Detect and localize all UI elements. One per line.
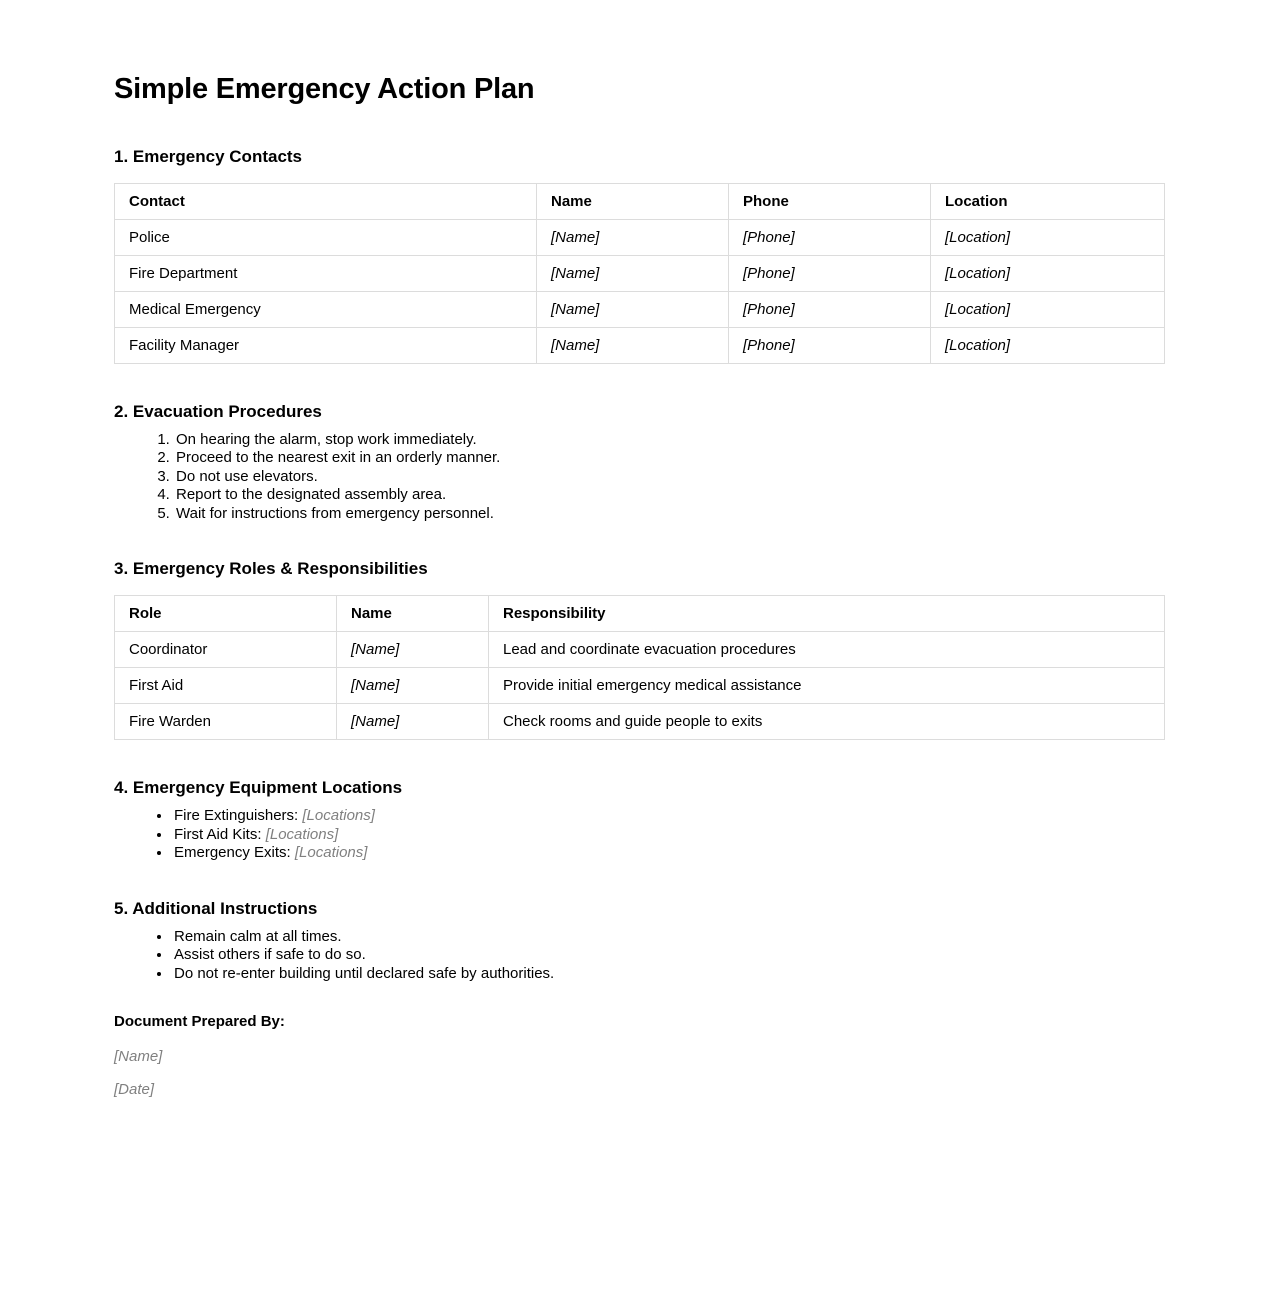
equipment-value[interactable]: [Locations] [265, 825, 339, 843]
equipment-label: Fire Extinguishers: [174, 807, 299, 825]
list-item: • Remain calm at all times. [172, 928, 1164, 947]
table-header-row [115, 596, 1165, 632]
spacer [114, 798, 1164, 807]
section-heading-equipment-locations: 4. Emergency Equipment Locations [114, 778, 403, 798]
cell-role: Coordinator [115, 632, 337, 668]
cell-name[interactable]: [Name] [337, 632, 489, 668]
equipment-label: Emergency Exits: [174, 844, 291, 862]
table-row [115, 704, 1165, 740]
prepared-by-name[interactable]: [Name] [114, 1048, 163, 1066]
evacuation-steps-list [114, 431, 1164, 524]
spacer [114, 983, 1164, 1013]
equipment-locations-list [114, 807, 1164, 863]
cell-role: First Aid [115, 668, 337, 704]
column-header-role: Role [115, 596, 337, 632]
cell-location[interactable]: [Location] [931, 255, 1165, 291]
cell-responsibility: Provide initial emergency medical assistance [489, 668, 1165, 704]
table-row [115, 632, 1165, 668]
list-item [172, 826, 1164, 845]
column-header-contact: Contact [115, 183, 537, 219]
column-header-location: Location [931, 183, 1165, 219]
cell-contact: Medical Emergency [115, 291, 537, 327]
list-item [172, 807, 1164, 826]
page-title: Simple Emergency Action Plan [114, 73, 535, 105]
cell-contact: Police [115, 219, 537, 255]
prepared-by-label: Document Prepared By: [114, 1013, 285, 1031]
spacer [114, 1065, 1164, 1081]
spacer [114, 1030, 1164, 1048]
cell-location[interactable]: [Location] [931, 327, 1165, 363]
list-item: 1. On hearing the alarm, stop work immediately. [174, 431, 1164, 450]
cell-phone[interactable]: [Phone] [729, 255, 931, 291]
table-row [115, 255, 1165, 291]
table-row [115, 327, 1165, 363]
equipment-value[interactable]: [Locations] [302, 807, 375, 825]
cell-name[interactable]: [Name] [337, 668, 489, 704]
column-header-name: Name [337, 596, 489, 632]
equipment-value[interactable]: [Locations] [294, 844, 368, 862]
cell-responsibility: Lead and coordinate evacuation procedures [489, 632, 1165, 668]
column-header-name: Name [537, 183, 729, 219]
list-item: • Assist others if safe to do so. [172, 946, 1164, 965]
list-item: 5. Wait for instructions from emergency personnel. [174, 505, 1164, 524]
spacer [114, 863, 1164, 899]
cell-name[interactable]: [Name] [337, 704, 489, 740]
list-item [172, 844, 1164, 863]
prepared-by-date[interactable]: [Date] [114, 1081, 155, 1099]
section-heading-emergency-roles: 3. Emergency Roles & Responsibilities [114, 559, 428, 579]
column-header-responsibility: Responsibility [489, 596, 1165, 632]
cell-name[interactable]: [Name] [537, 255, 729, 291]
spacer [114, 167, 1164, 183]
table-row [115, 219, 1165, 255]
cell-phone[interactable]: [Phone] [729, 327, 931, 363]
list-item: 3. Do not use elevators. [174, 468, 1164, 487]
cell-role: Fire Warden [115, 704, 337, 740]
spacer [114, 523, 1164, 559]
emergency-contacts-table [114, 183, 1165, 364]
section-heading-emergency-contacts: 1. Emergency Contacts [114, 146, 303, 166]
spacer [114, 422, 1164, 431]
table-row [115, 291, 1165, 327]
spacer [114, 364, 1164, 402]
list-item: 2. Proceed to the nearest exit in an orderly manner. [174, 449, 1164, 468]
cell-phone[interactable]: [Phone] [729, 219, 931, 255]
cell-contact: Facility Manager [115, 327, 537, 363]
section-heading-evacuation-procedures: 2. Evacuation Procedures [114, 401, 322, 421]
cell-contact: Fire Department [115, 255, 537, 291]
cell-name[interactable]: [Name] [537, 327, 729, 363]
cell-phone[interactable]: [Phone] [729, 291, 931, 327]
column-header-phone: Phone [729, 183, 931, 219]
list-item: • Do not re-enter building until declared safe by authorities. [172, 965, 1164, 984]
cell-location[interactable]: [Location] [931, 291, 1165, 327]
cell-location[interactable]: [Location] [931, 219, 1165, 255]
table-row [115, 668, 1165, 704]
cell-name[interactable]: [Name] [537, 291, 729, 327]
spacer [114, 919, 1164, 928]
cell-responsibility: Check rooms and guide people to exits [489, 704, 1165, 740]
equipment-label: First Aid Kits: [174, 825, 262, 843]
additional-instructions-list [114, 928, 1164, 984]
spacer [114, 107, 1164, 147]
section-heading-additional-instructions: 5. Additional Instructions [114, 898, 318, 918]
table-header-row [115, 183, 1165, 219]
cell-name[interactable]: [Name] [537, 219, 729, 255]
spacer [114, 579, 1164, 595]
emergency-roles-table [114, 595, 1165, 740]
spacer [114, 740, 1164, 778]
list-item: 4. Report to the designated assembly area. [174, 486, 1164, 505]
